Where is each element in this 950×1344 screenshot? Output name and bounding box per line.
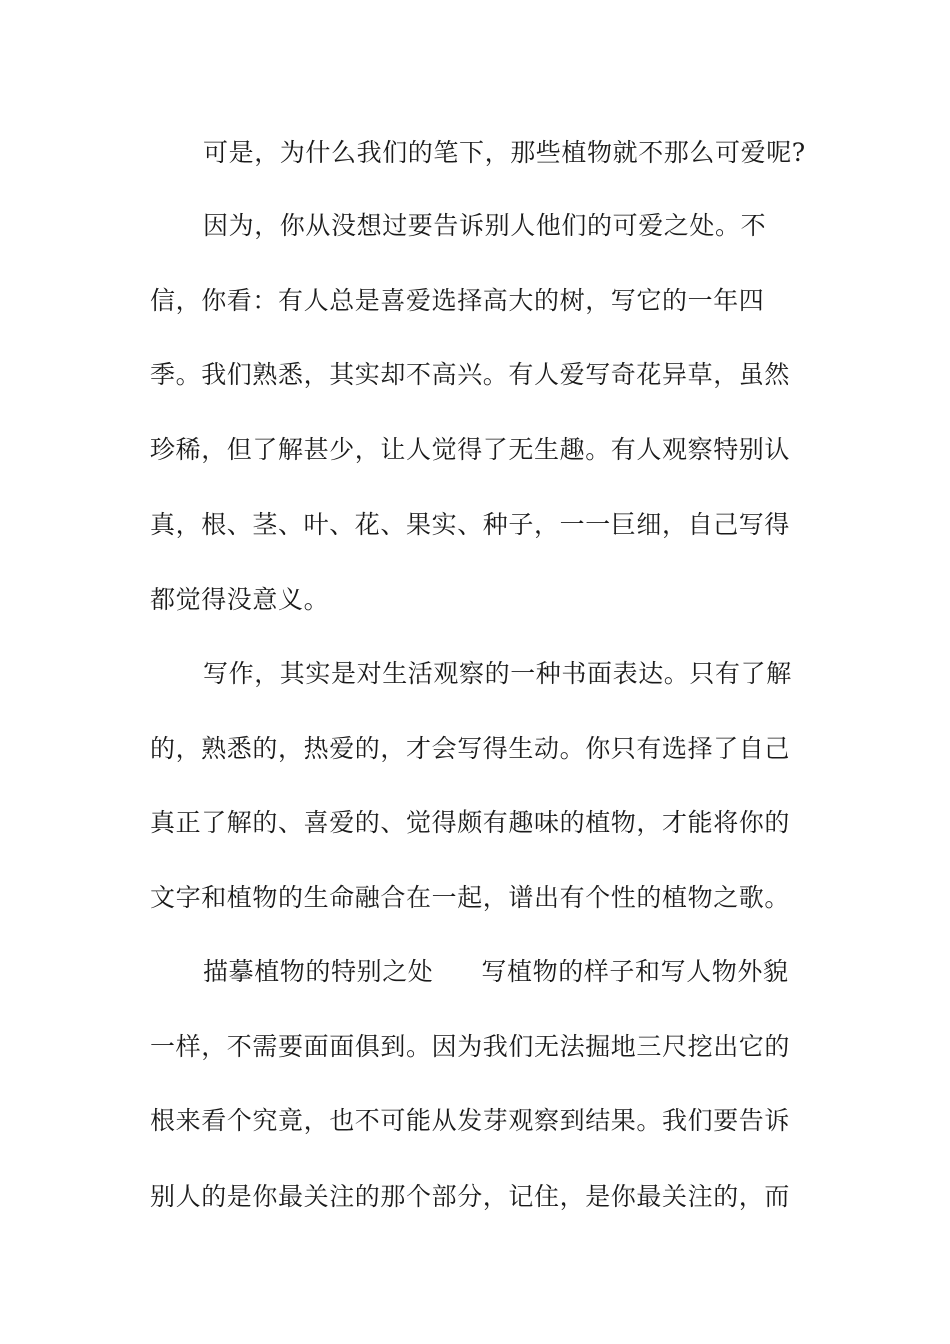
text-line-11: 文字和植物的生命融合在一起，谱出有个性的植物之歌。 xyxy=(150,883,791,912)
text-line-1: 可是，为什么我们的笔下，那些植物就不那么可爱呢? xyxy=(203,138,806,167)
text-line-5: 珍稀，但了解甚少，让人觉得了无生趣。有人观察特别认 xyxy=(150,435,791,464)
text-line-9: 的，熟悉的，热爱的，才会写得生动。你只有选择了自己 xyxy=(150,734,791,763)
text-line-6: 真，根、茎、叶、花、果实、种子，一一巨细，自己写得 xyxy=(150,510,791,539)
text-line-3: 信，你看：有人总是喜爱选择高大的树，写它的一年四 xyxy=(150,286,765,315)
text-line-12 xyxy=(203,952,810,992)
text-line-2: 因为，你从没想过要告诉别人他们的可爱之处。不 xyxy=(203,211,767,240)
text-line-10: 真正了解的、喜爱的、觉得颇有趣味的植物，才能将你的 xyxy=(150,808,791,837)
text-line-12-body: 写植物的样子和写人物外貌 xyxy=(481,957,789,986)
text-line-8: 写作，其实是对生活观察的一种书面表达。只有了解 xyxy=(203,659,792,688)
text-line-13: 一样，不需要面面俱到。因为我们无法掘地三尺挖出它的 xyxy=(150,1032,791,1061)
section-heading-inline: 描摹植物的特别之处 xyxy=(203,957,434,986)
text-line-4: 季。我们熟悉，其实却不高兴。有人爱写奇花异草，虽然 xyxy=(150,360,791,389)
text-line-7: 都觉得没意义。 xyxy=(150,585,330,614)
text-line-15: 别人的是你最关注的那个部分，记住，是你最关注的，而 xyxy=(150,1182,791,1211)
text-line-14: 根来看个究竟，也不可能从发芽观察到结果。我们要告诉 xyxy=(150,1106,791,1135)
